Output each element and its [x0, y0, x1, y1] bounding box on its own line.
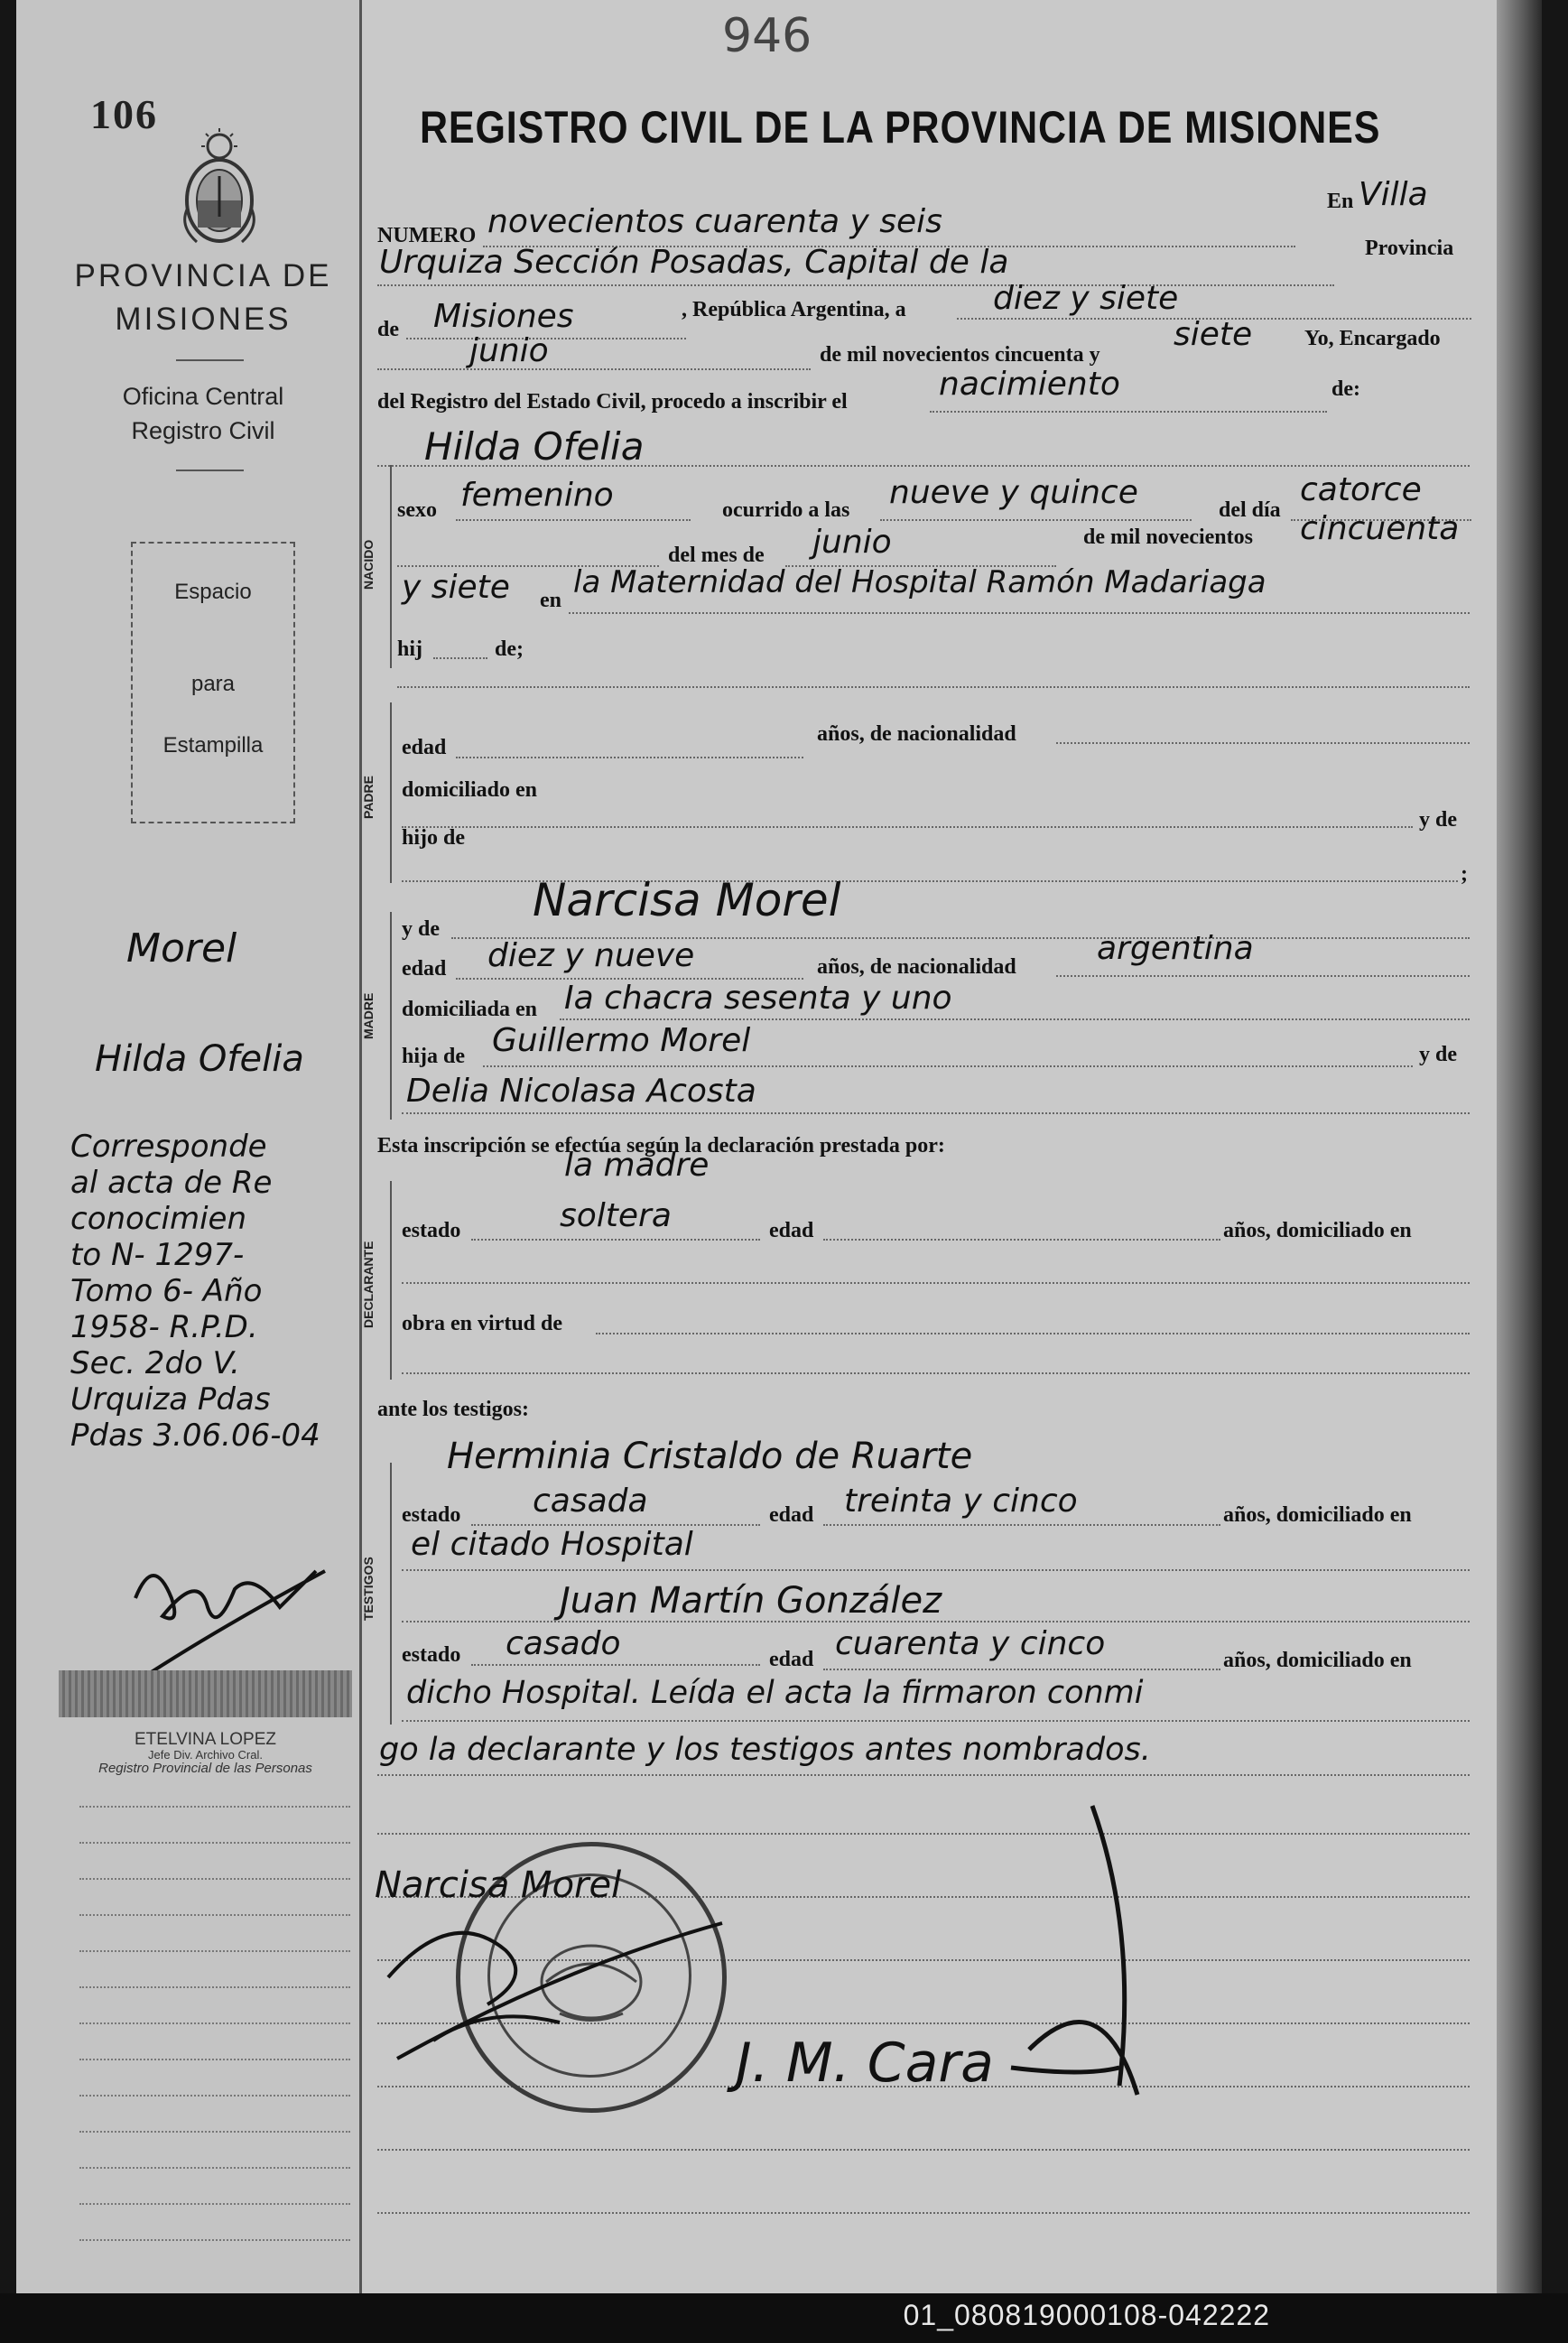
margin-rule: [79, 2167, 350, 2169]
witness2-name: Juan Martín González: [560, 1580, 942, 1622]
label-edad-t2: edad: [769, 1648, 814, 1671]
fill-line: [823, 1524, 1220, 1526]
label-sexo: sexo: [397, 498, 437, 522]
label-del-mes: del mes de: [668, 544, 765, 567]
section-title-padre: PADRE: [361, 776, 376, 819]
office-name: Oficina Central Registro Civil: [122, 383, 284, 444]
label-provincia: Provincia: [1365, 237, 1454, 260]
stamp-label-line2: para: [190, 672, 236, 696]
fill-line: [1056, 975, 1470, 977]
label-y-de: y de: [1419, 808, 1457, 832]
label-edad: edad: [402, 736, 447, 759]
mother-nationality: argentina: [1097, 930, 1254, 967]
birth-year-a: cincuenta: [1300, 510, 1460, 547]
divider: [176, 470, 244, 471]
witness-signatures: [379, 1896, 740, 2077]
label-domiciliada: domiciliada en: [402, 998, 538, 1021]
fill-line: [377, 368, 811, 370]
label-del-registro: del Registro del Estado Civil, procedo a inscribir el: [377, 390, 848, 414]
margin-rule: [79, 2059, 350, 2060]
fill-line: [1056, 742, 1470, 744]
label-anos-dom-t1: años, domiciliado en: [1223, 1503, 1412, 1527]
fill-line: [471, 1664, 760, 1666]
fill-line: [456, 757, 803, 758]
mother-age: diez y nueve: [487, 937, 695, 974]
label-de3: de;: [495, 637, 524, 661]
label-anos-nac-madre: años, de nacionalidad: [817, 955, 1016, 979]
margin-rule: [79, 1806, 350, 1808]
stamp-org: Registro Provincial de las Personas: [98, 1761, 312, 1776]
margin-rule: [79, 1914, 350, 1916]
label-edad-decl: edad: [769, 1219, 814, 1242]
note-line: 1958- R.P.D.: [70, 1309, 258, 1345]
label-y-de-abuela: y de: [1419, 1043, 1457, 1066]
fill-line: [823, 1239, 1220, 1241]
officer-signature-flourish: [903, 1797, 1174, 2104]
acta-number: novecientos cuarenta y seis: [487, 203, 942, 240]
label-numero: NUMERO: [377, 224, 477, 247]
fill-line: [471, 1239, 760, 1241]
label-hij: hij: [397, 637, 423, 661]
fill-line: [402, 1720, 1470, 1722]
maternal-grandmother: Delia Nicolasa Acosta: [406, 1073, 756, 1110]
label-de2: de:: [1331, 377, 1360, 401]
label-obra: obra en virtud de: [402, 1312, 563, 1335]
witness1-name: Herminia Cristaldo de Ruarte: [447, 1436, 973, 1477]
birth-day: catorce: [1300, 471, 1422, 508]
page-edge: [1497, 0, 1542, 2293]
fill-line: [377, 284, 1334, 286]
fill-line: [402, 1282, 1470, 1284]
divider: [176, 359, 244, 361]
fill-line: [823, 1669, 1220, 1670]
label-y-de-madre: y de: [402, 917, 440, 941]
note-line: Corresponde: [70, 1129, 267, 1165]
stamp-space-box: [131, 542, 295, 823]
official-stamp: [59, 1670, 352, 1776]
label-hija-de: hija de: [402, 1045, 466, 1068]
stamp-name: ETELVINA LOPEZ: [135, 1730, 276, 1749]
birth-month: junio: [812, 524, 892, 561]
maternal-grandfather: Guillermo Morel: [492, 1022, 751, 1059]
label-de: de: [377, 318, 399, 341]
folio-number-top: 946: [722, 9, 812, 63]
note-line: to N- 1297-: [70, 1237, 245, 1273]
witness1-civil-status: casada: [533, 1483, 648, 1520]
note-line: Urquiza Pdas: [70, 1381, 271, 1418]
label-ante: ante los testigos:: [377, 1398, 529, 1421]
fill-line: [880, 519, 1192, 521]
officer-signature: J. M. Cara: [736, 2032, 994, 2095]
margin-divider: [359, 0, 362, 2293]
fill-line: [569, 612, 1470, 614]
witness2-address-and-closing: dicho Hospital. Leída el acta la firmaron conmi: [406, 1675, 1144, 1711]
label-anos-nac: años, de nacionalidad: [817, 722, 1016, 746]
label-ocurrido: ocurrido a las: [722, 498, 850, 522]
note-line: Sec. 2do V.: [70, 1345, 240, 1381]
fill-line: [377, 2212, 1470, 2214]
section-title-madre: MADRE: [361, 992, 376, 1039]
fill-line: [397, 686, 1470, 688]
label-estado-t2: estado: [402, 1643, 461, 1667]
registration-day: diez y siete: [993, 280, 1179, 317]
child-sex: femenino: [460, 477, 614, 514]
label-edad-t1: edad: [769, 1503, 814, 1527]
declarant: la madre: [564, 1147, 710, 1184]
stamp-bar: [59, 1670, 352, 1717]
label-anos-dom-t2: años, domiciliado en: [1223, 1649, 1412, 1672]
province-name-hw: Misiones: [433, 298, 574, 335]
fill-line: [930, 411, 1327, 413]
label-domiciliado: domiciliado en: [402, 778, 538, 802]
margin-given-names: Hilda Ofelia: [95, 1038, 304, 1080]
label-en2: en: [540, 589, 561, 612]
label-edad-madre: edad: [402, 957, 447, 981]
label-yo-encargado: Yo, Encargado: [1304, 327, 1441, 350]
note-line: Pdas 3.06.06-04: [70, 1418, 320, 1454]
fill-line: [402, 1372, 1470, 1374]
label-estado: estado: [402, 1219, 461, 1242]
section-title-nacido: NACIDO: [361, 539, 376, 590]
locality-villa: Villa: [1359, 176, 1428, 213]
margin-rule: [79, 1986, 350, 1988]
birth-place: la Maternidad del Hospital Ramón Madariaga: [573, 564, 1266, 600]
folio-number-left: 106: [90, 91, 158, 137]
fill-line: [377, 2149, 1470, 2151]
margin-rule: [79, 2203, 350, 2205]
semicolon: ;: [1461, 862, 1468, 886]
declarant-civil-status: soltera: [560, 1197, 672, 1234]
fill-line: [483, 1065, 1413, 1067]
footer-bar: [0, 2293, 1568, 2343]
declarant-signature: Narcisa Morel: [375, 1864, 622, 1906]
margin-rule: [79, 2095, 350, 2097]
margin-rule: [79, 2131, 350, 2133]
birth-year-b: y siete: [402, 569, 510, 606]
margin-rule: [79, 1950, 350, 1952]
witness1-age: treinta y cinco: [844, 1483, 1078, 1520]
section-declarante: [361, 1181, 1471, 1380]
registration-year: siete: [1174, 316, 1253, 353]
child-name: Hilda Ofelia: [424, 424, 645, 469]
province-name: PROVINCIA DE MISIONES: [74, 258, 332, 337]
witness1-address: el citado Hospital: [411, 1526, 693, 1563]
birth-time: nueve y quince: [889, 474, 1138, 511]
document-code: 01_080819000108-042222: [903, 2299, 1270, 2331]
stamp-label-line1: Espacio: [174, 580, 252, 604]
closing-text: go la declarante y los testigos antes nombrados.: [379, 1732, 1151, 1768]
fill-line: [402, 826, 1413, 828]
label-del-dia: del día: [1219, 498, 1281, 522]
margin-annotation: [70, 1129, 350, 1454]
label-estado-t1: estado: [402, 1503, 461, 1527]
label-de-mil: de mil novecientos cincuenta y: [820, 343, 1100, 367]
witness2-age: cuarenta y cinco: [835, 1625, 1106, 1662]
witness2-civil-status: casado: [506, 1625, 621, 1662]
fill-line: [402, 1112, 1470, 1114]
registration-month: junio: [469, 332, 549, 369]
label-republica: , República Argentina, a: [682, 298, 906, 321]
label-en: En: [1327, 190, 1354, 213]
label-de-mil2: de mil novecientos: [1083, 525, 1253, 549]
margin-rule: [79, 1878, 350, 1880]
label-inscripcion: Esta inscripción se efectúa según la declaración prestada por:: [377, 1134, 945, 1158]
stamp-label-line3: Estampilla: [162, 733, 264, 758]
margin-rule: [79, 1842, 350, 1844]
coat-of-arms-icon: [170, 126, 269, 248]
mother-address: Ia chacra sesenta y uno: [564, 980, 952, 1017]
act-type: nacimiento: [939, 366, 1120, 403]
margin-surname: Morel: [126, 925, 237, 972]
label-anos-dom: años, domiciliado en: [1223, 1219, 1412, 1242]
fill-line: [560, 1018, 1470, 1020]
stamp-role: Jefe Div. Archivo Cral.: [148, 1748, 263, 1762]
fill-line: [377, 1774, 1470, 1776]
fill-line: [596, 1333, 1470, 1334]
note-line: Tomo 6- Año: [70, 1273, 263, 1309]
section-title-declarante: DECLARANTE: [361, 1241, 376, 1329]
margin-rule: [79, 2239, 350, 2241]
note-line: al acta de Re: [70, 1165, 273, 1201]
note-line: conocimien: [70, 1201, 247, 1237]
locality-detail: Urquiza Sección Posadas, Capital de la: [379, 244, 1009, 281]
document-title: REGISTRO CIVIL DE LA PROVINCIA DE MISIONES: [420, 102, 1381, 153]
fill-line: [402, 1569, 1470, 1571]
mother-name: Narcisa Morel: [533, 874, 841, 926]
fill-line: [456, 519, 691, 521]
label-hijo-de: hijo de: [402, 826, 466, 850]
section-title-testigos: TESTIGOS: [361, 1557, 376, 1622]
fill-line: [433, 657, 487, 659]
margin-rule: [79, 2022, 350, 2024]
